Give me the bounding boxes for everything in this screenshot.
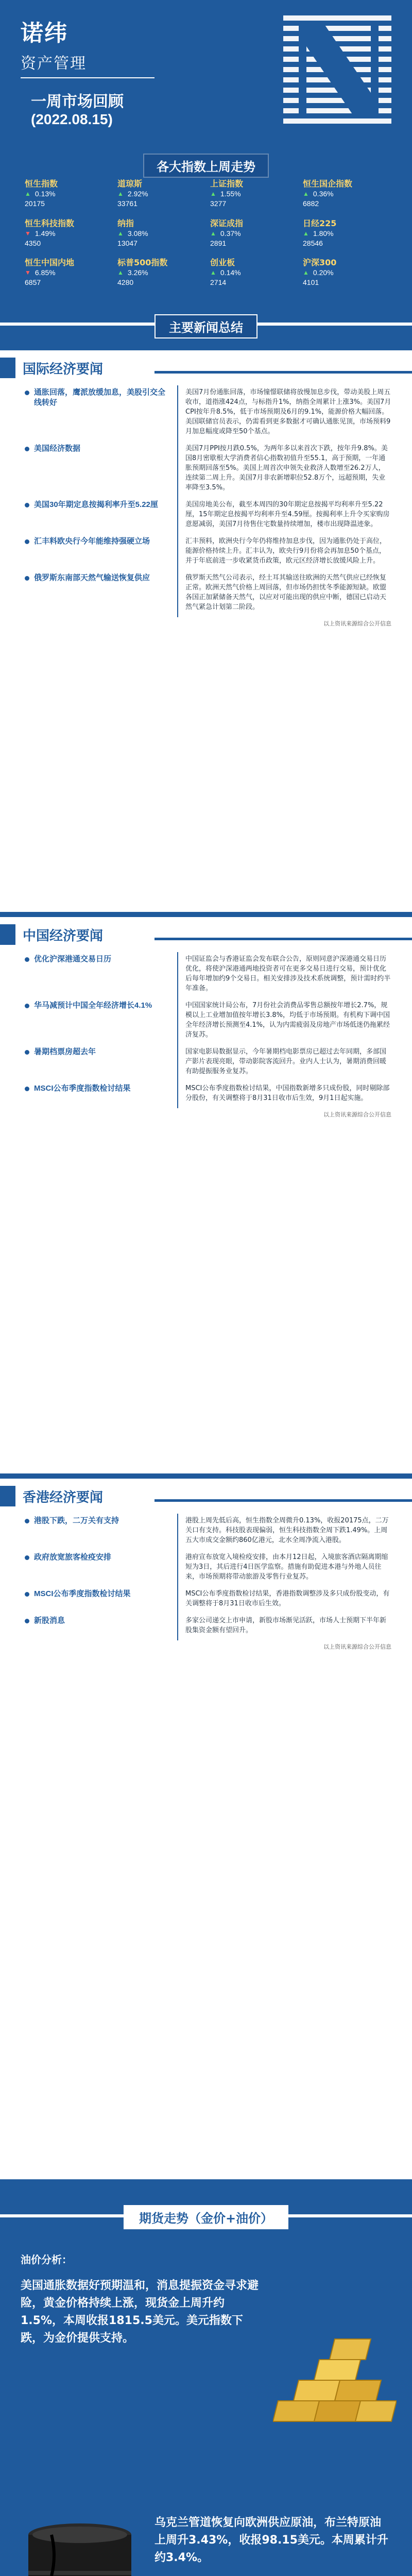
index-name: 创业板 — [210, 258, 235, 268]
section-rule — [154, 371, 412, 374]
index-section-title-wrap — [0, 154, 412, 178]
gold-analysis-text: 美国通胀数据好预期温和，消息提振资金寻求避险，黄金价格持续上涨，现货金上周升约1.5%，本周收报1815.5美元。美元指数下跌，为金价提供支持。 — [21, 2279, 259, 2345]
section-heading — [0, 917, 412, 952]
news-item-body: 美国7月PPI按月跌0.5%，为两年多以来首次下跌，按年升9.8%。美国8月密歇根大学消费者信心指数初值升至55.1，高于预期，一年通胀预期回落至5%。美国上周首次申领失业救济人数增至26.2万人，连续第二周上升。美国7月非农新增职位52.8万个，远超预期，失业率降至3.5%。 — [177, 442, 391, 498]
index-name: 标普500指数 — [117, 258, 168, 268]
news-item-body: MSCI公布季度指数检讨结果，香港指数调整涉及多只成份股变动，有关调整将于8月31日收市后生效。 — [177, 1587, 391, 1614]
index-change: 0.13% — [35, 190, 56, 198]
brand-name: 诺纬 — [21, 20, 68, 46]
index-name: 上证指数 — [210, 179, 244, 189]
international-news-panel — [0, 350, 412, 912]
source-note: 以上资讯来源综合公开信息 — [323, 1644, 391, 1650]
index-name: 恒生中国内地 — [25, 258, 75, 268]
news-item-title: 汇丰料欧央行今年能维持强硬立场 — [23, 534, 177, 571]
down-arrow-icon: ▼ — [25, 229, 31, 237]
index-change: 1.55% — [220, 190, 241, 198]
section-heading — [0, 1479, 412, 1514]
futures-title: 期货走势（金价+油价） — [124, 2205, 288, 2229]
news-item-title: 优化沪深港通交易日历 — [23, 952, 177, 998]
news-item-title: 通胀回落，鹰派放缓加息，美股引交全线转好 — [23, 385, 177, 442]
section-heading — [0, 350, 412, 385]
oil-barrel-icon — [21, 2519, 139, 2576]
up-arrow-icon: ▲ — [303, 190, 309, 197]
index-change: 1.80% — [313, 229, 334, 238]
index-change: 3.26% — [127, 268, 148, 277]
index-change: 2.92% — [127, 190, 148, 198]
index-card — [113, 175, 206, 215]
news-item-title: 政府放宽旅客检疫安排 — [23, 1550, 177, 1587]
up-arrow-icon: ▲ — [117, 190, 124, 197]
index-card — [21, 254, 113, 294]
index-value: 3277 — [210, 199, 227, 208]
index-name: 恒生科技指数 — [25, 218, 75, 228]
index-card — [206, 215, 299, 255]
index-card — [113, 215, 206, 255]
index-card — [299, 215, 391, 255]
china-news-panel — [0, 917, 412, 1473]
index-change: 3.08% — [127, 229, 148, 238]
news-item-body: 中国证监会与香港证监会发布联合公告，原则同意沪深港通交易日历优化，将使沪深港通两地投资者可在更多交易日进行交易，预计优化后每年增加约9个交易日。相关安排涉及技术系统调整，预计需时约半年准备。 — [177, 952, 391, 998]
news-item-body: MSCI公布季度指数检讨结果，中国指数新增多只成份股，同时剔除部分股份，有关调整将于8月31日收市后生效，9月1日起实施。 — [177, 1081, 391, 1108]
index-name: 沪深300 — [303, 258, 337, 268]
news-banner — [0, 309, 412, 340]
news-item — [0, 442, 412, 498]
index-value: 6882 — [303, 199, 319, 208]
index-value: 4101 — [303, 278, 319, 287]
news-item-title: MSCI公布季度指数检讨结果 — [23, 1587, 177, 1614]
index-card — [299, 254, 391, 294]
news-item — [0, 385, 412, 442]
news-item-body: 多家公司递交上市申请，新股市场渐见活跃，市场人士预期下半年新股集资金额有望回升。 — [177, 1614, 391, 1640]
news-item — [0, 1045, 412, 1081]
news-item-title: 港股下跌，二万关有支持 — [23, 1514, 177, 1550]
news-item — [0, 1514, 412, 1550]
up-arrow-icon: ▲ — [303, 269, 309, 277]
news-item-body: 国家电影局数据显示，今年暑期档电影票房已超过去年同期，多部国产影片表现亮眼，带动影院客流回升。业内人士认为，暑期消费回暖有助提振服务业复苏。 — [177, 1045, 391, 1081]
news-item-body: 俄罗斯天然气公司表示，经土耳其输送往欧洲的天然气供应已经恢复正常。欧洲天然气价格上周回落，但市场仍担忧冬季能源短缺。欧盟各国正加紧储备天然气，以应对可能出现的供应中断，德国已启动天然气紧急计划第二阶段。 — [177, 571, 391, 617]
index-change: 0.36% — [313, 190, 334, 198]
news-item-title: 新股消息 — [23, 1614, 177, 1640]
oil-analysis-text: 乌克兰管道恢复向欧洲供应原油，布兰特原油上周升3.43%，收报98.15美元。本周累计升约3.4%。 — [154, 2516, 388, 2564]
index-value: 2891 — [210, 239, 227, 247]
index-name: 纳指 — [117, 218, 134, 228]
futures-section — [0, 2190, 412, 2576]
section-title: 国际经济要闻 — [23, 361, 104, 377]
news-item — [0, 534, 412, 571]
index-card — [206, 254, 299, 294]
index-change: 0.37% — [220, 229, 241, 238]
up-arrow-icon: ▲ — [303, 229, 309, 237]
index-value: 4350 — [25, 239, 41, 247]
index-value: 20175 — [25, 199, 45, 208]
index-value: 33761 — [117, 199, 138, 208]
index-change: 0.14% — [220, 268, 241, 277]
news-section-title: 主要新闻总结 — [154, 314, 258, 338]
news-item — [0, 498, 412, 534]
index-name: 恒生指数 — [25, 179, 58, 189]
report-title: 一周市场回顾 — [31, 93, 124, 111]
source-note: 以上资讯来源综合公开信息 — [323, 621, 391, 627]
news-item-body: 美国房地美公布，截至本周四的30年期定息按揭平均利率升至5.22厘，15年期定息按揭平均利率升至4.59厘。按揭利率上升令买家购房意愿减弱，美国7月待售住宅数量持续增加，楼市出现降温迹象。 — [177, 498, 391, 534]
futures-label: 油价分析： — [21, 2253, 72, 2266]
index-card — [299, 175, 391, 215]
brand-subtitle: 资产管理 — [21, 55, 87, 73]
index-value: 28546 — [303, 239, 323, 247]
section-rule — [154, 938, 412, 940]
index-name: 恒生国企指数 — [303, 179, 353, 189]
n-logo-icon — [283, 15, 391, 124]
up-arrow-icon: ▲ — [117, 229, 124, 237]
down-arrow-icon: ▼ — [25, 269, 31, 277]
up-arrow-icon: ▲ — [117, 269, 124, 277]
news-item — [0, 952, 412, 998]
index-card — [21, 215, 113, 255]
hongkong-news-panel — [0, 1479, 412, 2179]
news-item-title: MSCI公布季度指数检讨结果 — [23, 1081, 177, 1108]
index-name: 日经225 — [303, 218, 337, 228]
news-item — [0, 1550, 412, 1587]
report-date: (2022.08.15) — [31, 111, 113, 127]
news-item — [0, 1587, 412, 1614]
up-arrow-icon: ▲ — [210, 190, 216, 197]
index-value: 6857 — [25, 278, 41, 287]
index-card — [113, 254, 206, 294]
section-rule — [154, 1499, 412, 1502]
index-change: 0.20% — [313, 268, 334, 277]
up-arrow-icon: ▲ — [210, 229, 216, 237]
gold-bars-icon — [273, 2324, 397, 2427]
section-title: 香港经济要闻 — [23, 1489, 104, 1505]
news-item-title: 美国经济数据 — [23, 442, 177, 498]
news-item-title: 美国30年期定息按揭利率升至5.22厘 — [23, 498, 177, 534]
index-card — [21, 175, 113, 215]
index-value: 13047 — [117, 239, 138, 247]
index-name: 深证成指 — [210, 218, 244, 228]
source-note: 以上资讯来源综合公开信息 — [323, 1112, 391, 1118]
news-item-body: 汇丰预料，欧洲央行今年仍将维持加息步伐，因为通胀仍处于高位，能源价格持续上升。汇丰认为，欧央行9月份将会再加息50个基点，并于年底前进一步收紧货币政策，欧元区经济增长放缓风险上升。 — [177, 534, 391, 571]
up-arrow-icon: ▲ — [25, 190, 31, 197]
up-arrow-icon: ▲ — [210, 269, 216, 277]
news-item — [0, 998, 412, 1045]
indices-grid — [21, 175, 391, 294]
section-title: 中国经济要闻 — [23, 928, 104, 944]
news-item — [0, 1081, 412, 1108]
news-item-body: 中国国家统计局公布，7月份社会消费品零售总额按年增长2.7%，规模以上工业增加值按年增长3.8%，均低于市场预期。有机构下调中国全年经济增长预测至4.1%，认为内需疲弱及房地产市场低迷仍拖累经济复苏。 — [177, 998, 391, 1045]
index-change: 6.85% — [35, 268, 56, 277]
index-value: 2714 — [210, 278, 227, 287]
news-item-title: 俄罗斯东南部天然气输送恢复供应 — [23, 571, 177, 617]
news-item-body: 港府宣布放宽入境检疫安排，由本月12日起，入境旅客酒店隔离期缩短为3日，其后进行4日医学监察。措施有助促进本港与外地人员往来，市场预期将带动旅游及零售行业复苏。 — [177, 1550, 391, 1587]
news-item-title: 暑期档票房超去年 — [23, 1045, 177, 1081]
index-change: 1.49% — [35, 229, 56, 238]
news-item — [0, 571, 412, 617]
index-card — [206, 175, 299, 215]
news-item-body: 美国7月份通胀回落，市场憧憬联储将放慢加息步伐，带动美股上周五收市，道指涨424点，与标指升1%，纳指全周累计上涨3%。美国7月CPI按年升8.5%，低于市场预期及6月的9.1%，能源价格大幅回落。美国联储官员表示，仍需看到更多数据才可确认通胀见顶，市场预料9月加息幅度或降至50个基点。 — [177, 385, 391, 442]
index-section-title: 各大指数上周走势 — [143, 154, 269, 178]
index-value: 4280 — [117, 278, 134, 287]
news-item-title: 华马减预计中国全年经济增长4.1% — [23, 998, 177, 1045]
header-divider — [21, 77, 154, 78]
news-item — [0, 1614, 412, 1640]
index-name: 道琼斯 — [117, 179, 143, 189]
news-item-body: 港股上周先低后高，恒生指数全周微升0.13%，收报20175点，二万关口有支持。科技股表现偏弱，恒生科技指数全周下跌1.49%。上周五大市成交金额约860亿港元，北水全周净流入港股。 — [177, 1514, 391, 1550]
